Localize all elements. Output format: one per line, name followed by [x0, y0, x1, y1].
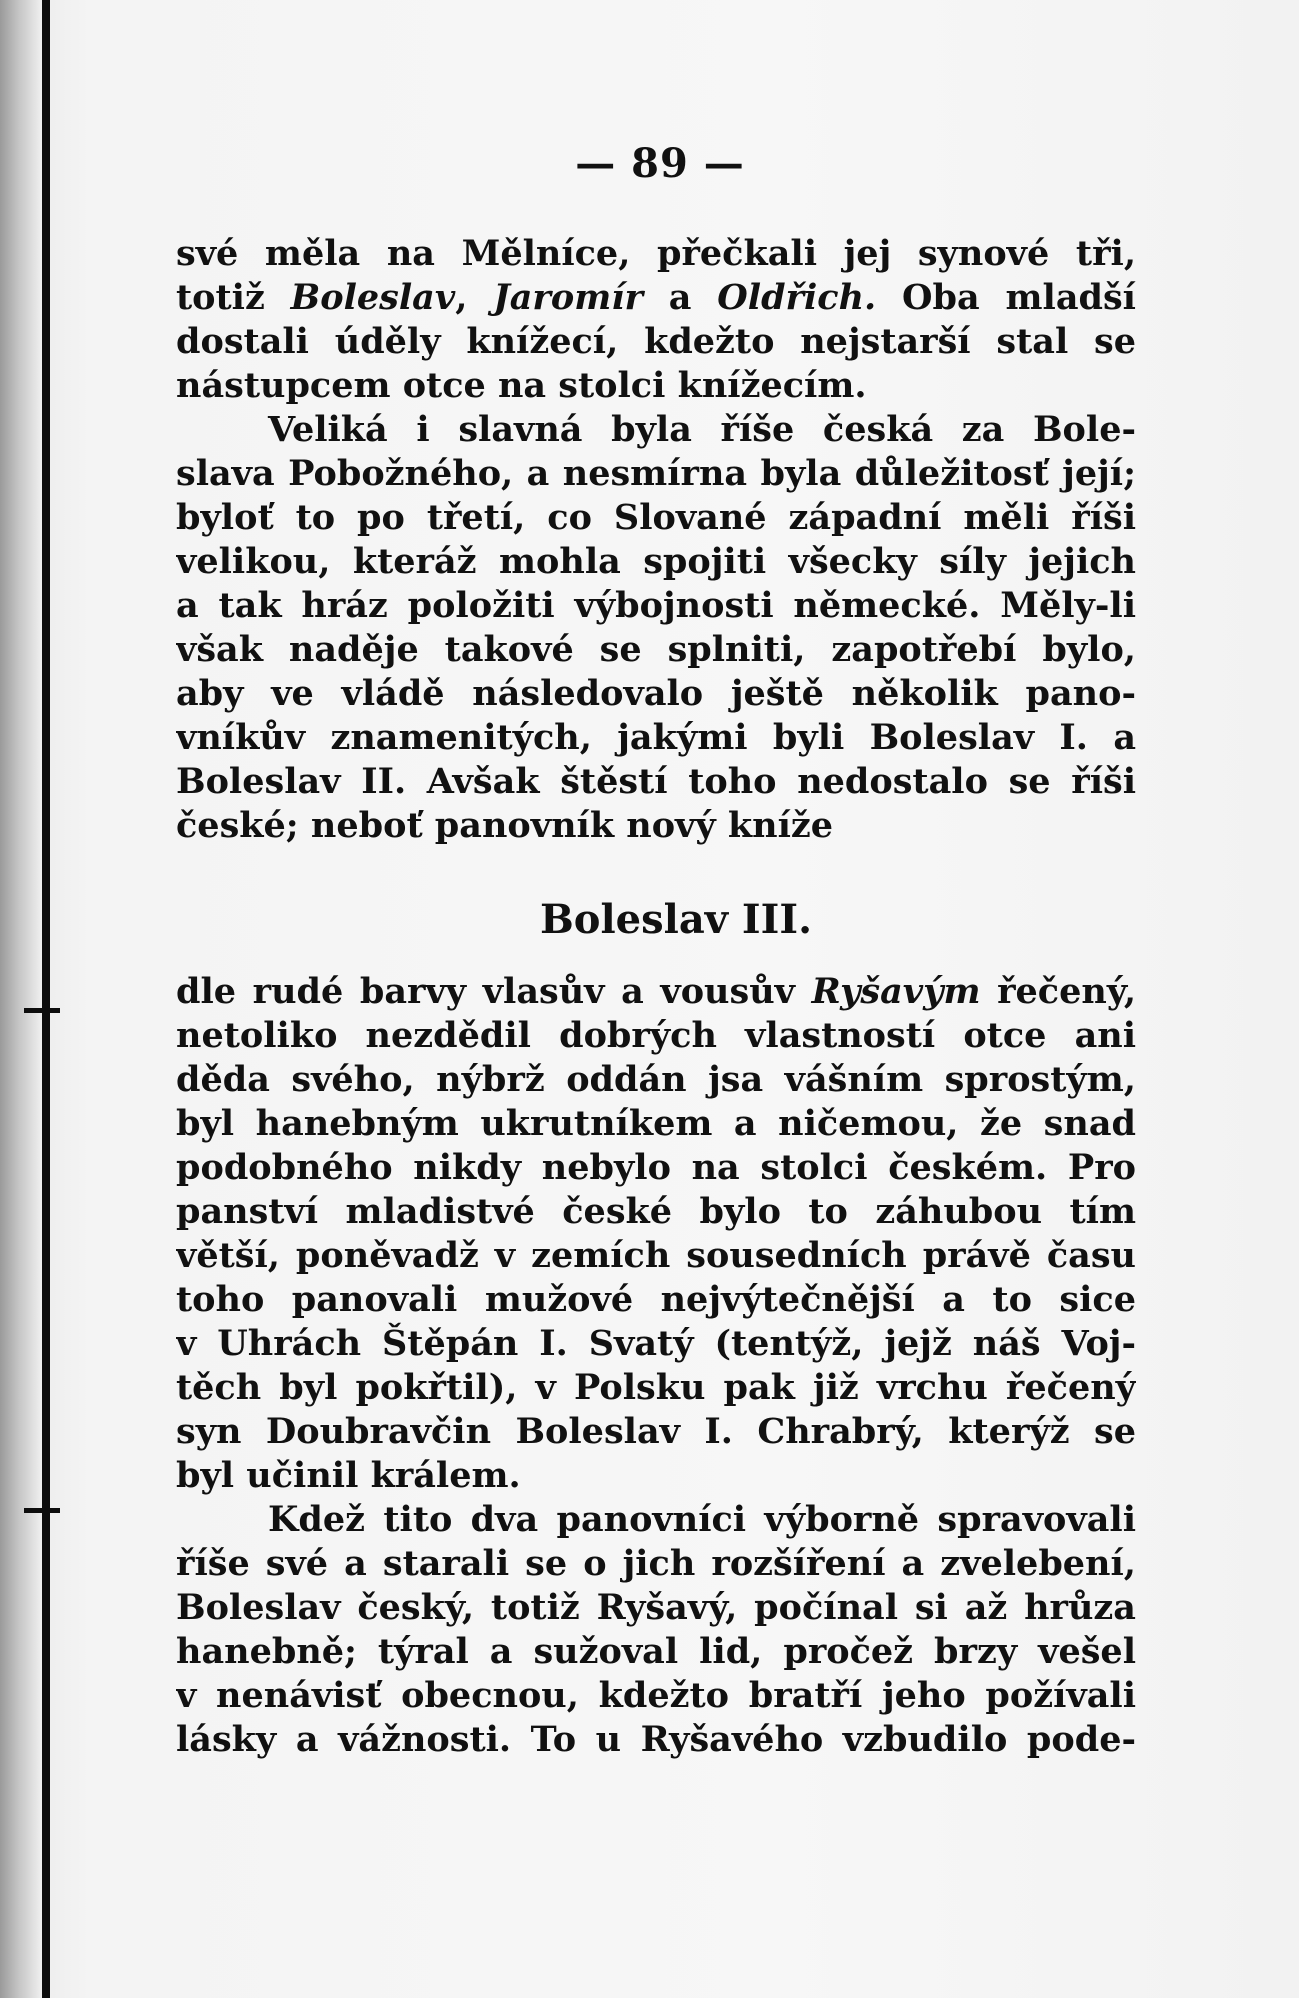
- text-line: říše své a starali se o jich rozšíření a zvelebení,: [176, 1543, 1136, 1584]
- text-line: Boleslav český, totiž Ryšavý, počínal si až hrůza: [176, 1587, 1136, 1628]
- text-line: toho panovali mužové nejvýtečnější a to sice: [176, 1279, 1136, 1320]
- italic-name: Jaromír: [493, 277, 643, 318]
- text-line: netoliko nezdědil dobrých vlastností otce ani: [176, 1015, 1136, 1056]
- text-line: nástupcem otce na stolci knížecím.: [176, 365, 867, 406]
- italic-name: Boleslav: [290, 277, 456, 318]
- text-segment: Oba mladší: [876, 277, 1136, 318]
- text-line: aby ve vládě následovalo ještě několik pano-: [176, 673, 1136, 714]
- text-line: větší, poněvadž v zemích sousedních právě času: [176, 1235, 1136, 1276]
- text-line: v Uhrách Štěpán I. Svatý (tentýž, jejž náš Voj-: [176, 1323, 1136, 1364]
- text-segment: totiž: [176, 277, 291, 318]
- spine-shadow: [0, 0, 40, 1998]
- text-line: své měla na Mělníce, přečkali jej synové tři,: [176, 233, 1136, 274]
- text-line: byloť to po třetí, co Slované západní měli říši: [176, 497, 1136, 538]
- binding-edge: [42, 0, 50, 1998]
- text-line: Veliká i slavná byla říše česká za Bole-: [268, 409, 1136, 450]
- text-line: Kdež tito dva panovníci výborně spravovali: [268, 1499, 1136, 1540]
- text-line: velikou, kteráž mohla spojiti všecky síly jejich: [176, 541, 1136, 582]
- italic-name: Ryšavým: [811, 971, 981, 1012]
- page-number: — 89 —: [575, 140, 745, 187]
- text-line: hanebně; týral a sužoval lid, pročež brzy vešel: [176, 1631, 1136, 1672]
- text-line: české; neboť panovník nový kníže: [176, 805, 834, 846]
- text-segment: ,: [455, 277, 494, 318]
- text-line: vníkův znamenitých, jakými byli Boleslav I. a: [176, 717, 1136, 758]
- text-segment: a: [642, 277, 718, 318]
- binding-mark: [24, 1508, 60, 1513]
- text-line: panství mladistvé české bylo to záhubou tím: [176, 1191, 1136, 1232]
- text-line: podobného nikdy nebylo na stolci českém. Pro: [176, 1147, 1136, 1188]
- section-heading: Boleslav III.: [540, 896, 812, 943]
- text-line: byl hanebným ukrutníkem a ničemou, že snad: [176, 1103, 1136, 1144]
- text-line: a tak hráz položiti výbojnosti německé. Měly-li: [176, 585, 1136, 626]
- text-line: lásky a vážnosti. To u Ryšavého vzbudilo pode-: [176, 1719, 1136, 1760]
- binding-mark: [24, 1008, 60, 1013]
- text-line: syn Doubravčin Boleslav I. Chrabrý, kterýž se: [176, 1411, 1136, 1452]
- text-line: [176, 970, 1136, 1014]
- text-line: [176, 276, 1136, 320]
- text-line: byl učinil králem.: [176, 1455, 521, 1496]
- text-line: Boleslav II. Avšak štěstí toho nedostalo se říši: [176, 761, 1136, 802]
- text-segment: dle rudé barvy vlasův a vousův: [176, 971, 812, 1012]
- text-line: slava Pobožného, a nesmírna byla důležitosť její;: [176, 453, 1136, 494]
- text-line: v nenávisť obecnou, kdežto bratří jeho požívali: [176, 1675, 1136, 1716]
- italic-name: Oldřich.: [717, 277, 877, 318]
- text-line: děda svého, nýbrž oddán jsa vášním sprostým,: [176, 1059, 1136, 1100]
- text-line: však naděje takové se splniti, zapotřebí bylo,: [176, 629, 1136, 670]
- text-segment: řečený,: [980, 971, 1136, 1012]
- body-text: [176, 232, 1136, 1762]
- text-line: dostali úděly knížecí, kdežto nejstarší stal se: [176, 321, 1136, 362]
- text-line: těch byl pokřtil), v Polsku pak již vrchu řečený: [176, 1367, 1136, 1408]
